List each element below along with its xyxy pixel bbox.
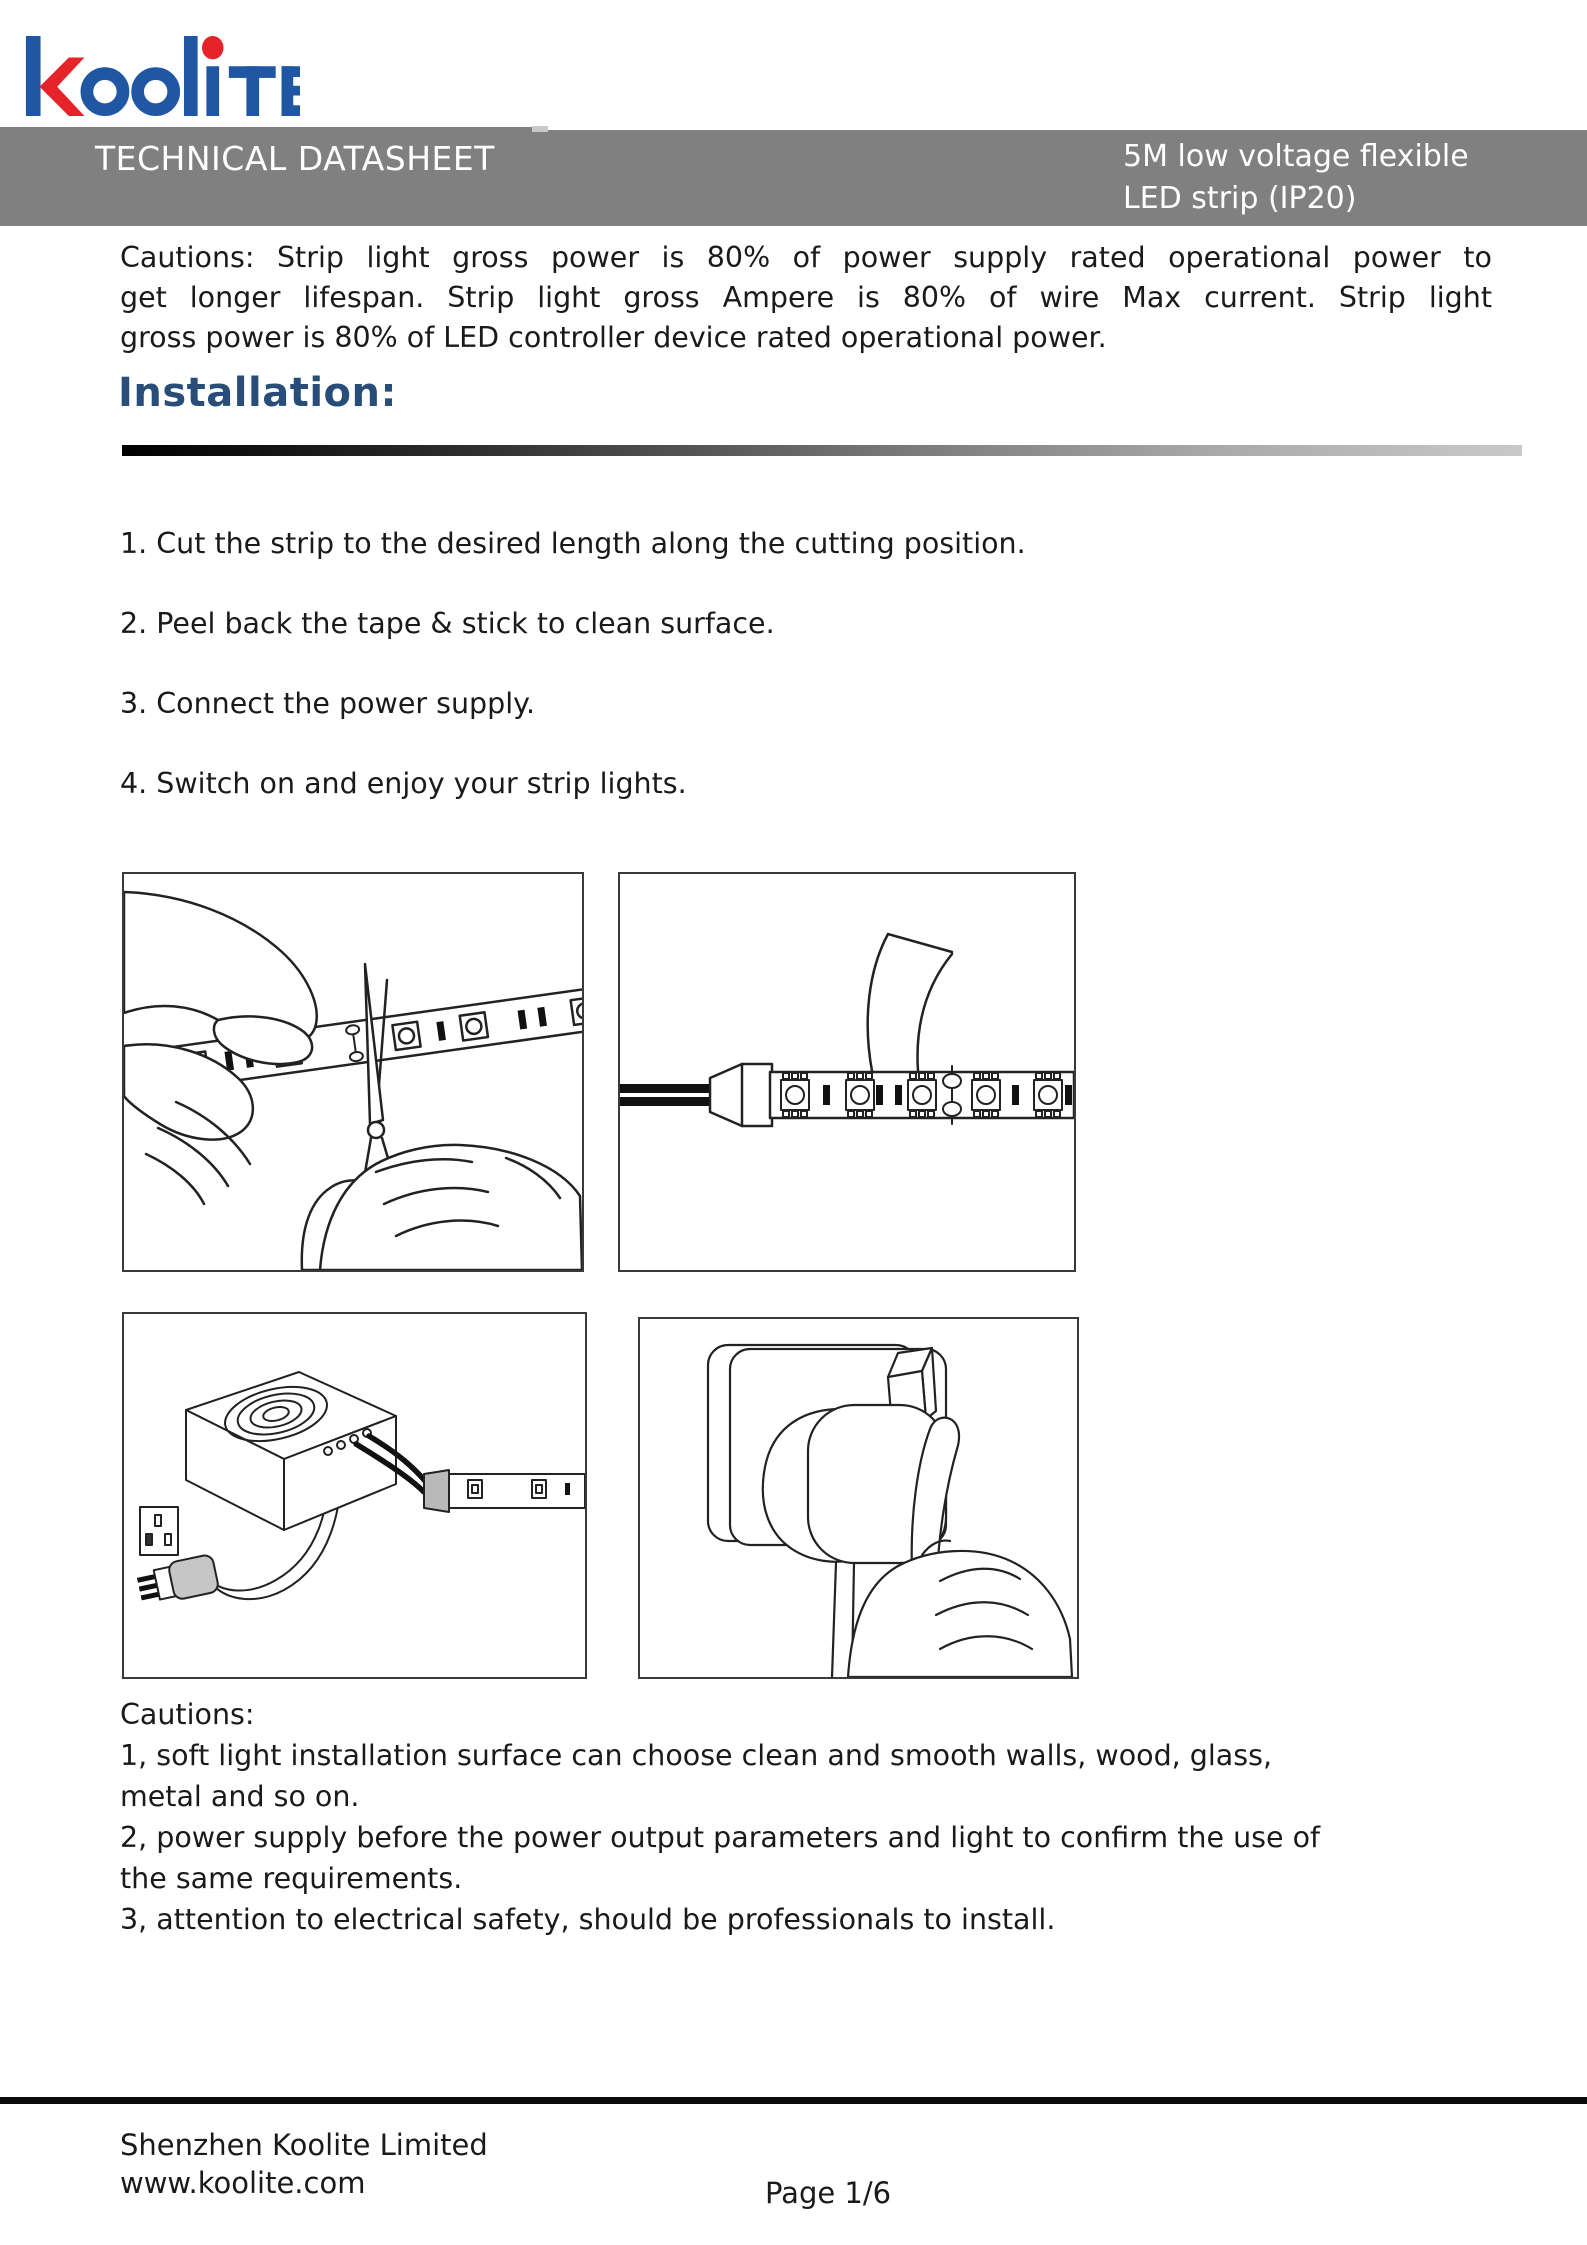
figure-cut-strip	[122, 872, 584, 1272]
koolite-logo	[25, 36, 300, 116]
cautions-line: gross power is 80% of LED controller device rated operational power.	[120, 321, 1107, 354]
company-website: www.koolite.com	[120, 2166, 366, 2200]
figure-strip-wire	[618, 872, 1076, 1272]
cautions-line: Cautions: Strip light gross power is 80% of power supply rated operational power to	[120, 241, 1492, 274]
header-bar-notch	[532, 126, 548, 132]
header-bar-edge	[0, 127, 532, 130]
cautions-bottom-line: the same requirements.	[120, 1862, 463, 1895]
install-step-3: 3. Connect the power supply.	[120, 687, 536, 720]
cautions-bottom-line: metal and so on.	[120, 1780, 360, 1813]
installation-heading: Installation:	[118, 370, 397, 416]
install-step-1: 1. Cut the strip to the desired length along the cutting position.	[120, 527, 1026, 560]
cautions-bottom-line: 1, soft light installation surface can choose clean and smooth walls, wood, glass,	[120, 1739, 1273, 1772]
cautions-bottom-title: Cautions:	[120, 1698, 255, 1731]
cut-strip-illustration	[124, 874, 582, 1270]
footer-company-block	[120, 2126, 488, 2202]
company-name: Shenzhen Koolite Limited	[120, 2128, 488, 2162]
cautions-bottom-line: 2, power supply before the power output parameters and light to confirm the use of	[120, 1821, 1321, 1854]
power-supply-illustration	[124, 1314, 585, 1677]
figure-power-supply	[122, 1312, 587, 1679]
cautions-line: get longer lifespan. Strip light gross Ampere is 80% of wire Max current. Strip light	[120, 281, 1492, 314]
product-line1: 5M low voltage flexible	[1123, 139, 1469, 174]
product-line2: LED strip (IP20)	[1123, 181, 1357, 216]
install-step-2: 2. Peel back the tape & stick to clean surface.	[120, 607, 775, 640]
page-number: Page 1/6	[765, 2176, 892, 2210]
page-title: TECHNICAL DATASHEET	[95, 139, 495, 178]
gradient-divider	[122, 445, 1522, 456]
install-step-4: 4. Switch on and enjoy your strip lights.	[120, 767, 687, 800]
cautions-paragraph	[120, 238, 1492, 358]
figure-wall-plug	[638, 1317, 1079, 1679]
product-name	[1123, 136, 1469, 220]
footer-divider	[0, 2097, 1587, 2104]
cautions-bottom	[120, 1694, 1540, 1940]
wall-plug-illustration	[640, 1319, 1077, 1677]
strip-wire-illustration	[620, 874, 1074, 1270]
cautions-bottom-line: 3, attention to electrical safety, should be professionals to install.	[120, 1903, 1056, 1936]
